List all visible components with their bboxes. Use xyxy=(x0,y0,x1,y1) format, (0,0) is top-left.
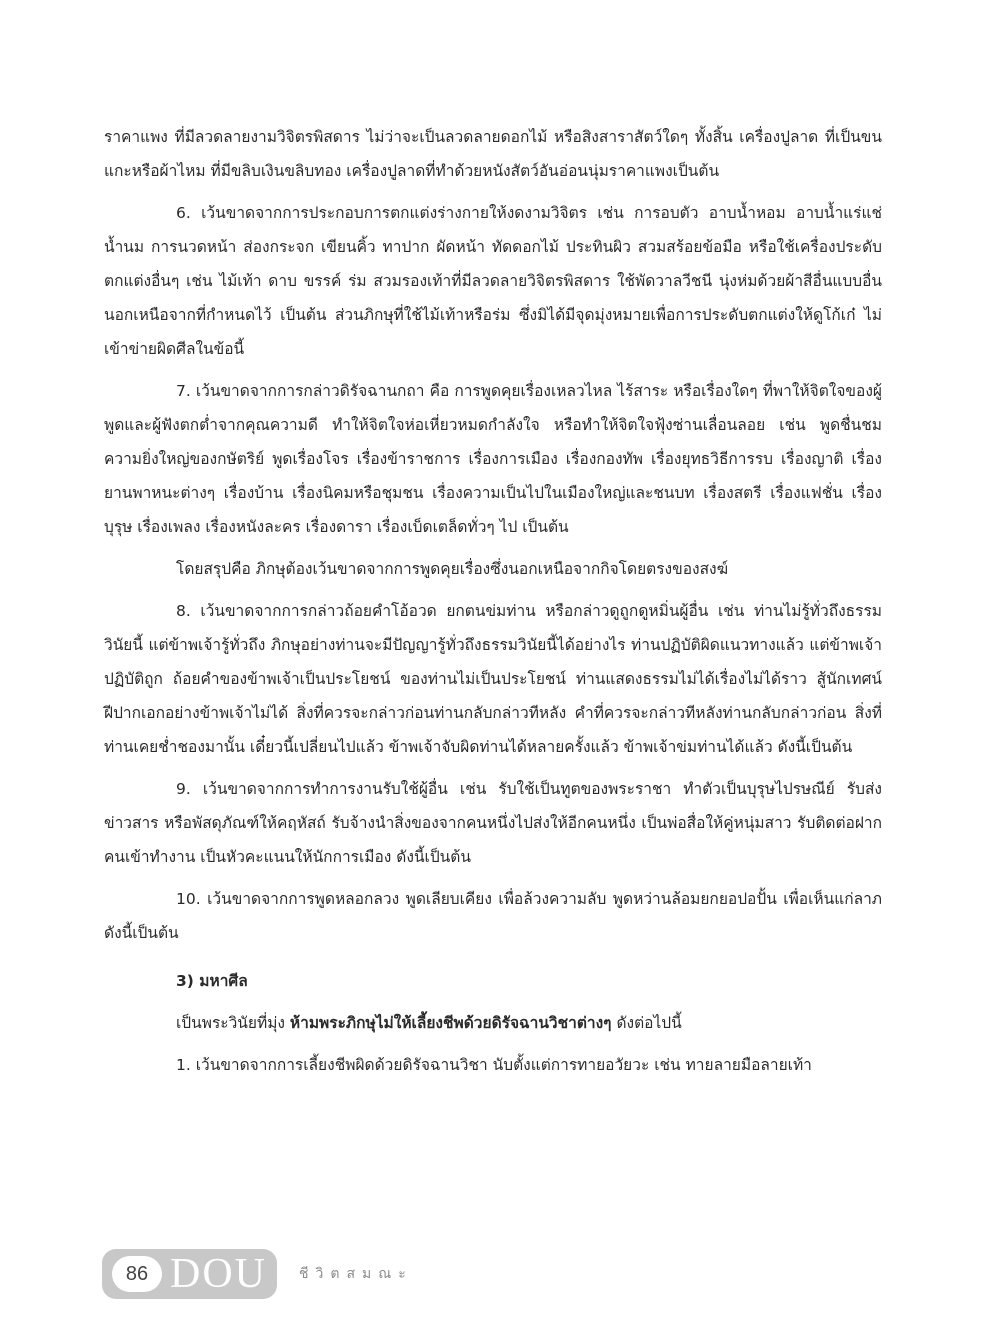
paragraph-item-10: 10. เว้นขาดจากการพูดหลอกลวง พูดเลียบเคียง เพื่อล้วงความลับ พูดหว่านล้อมยกยอปอปั้น เพื่อเห็นแก่ลาภ ดังนี้เป็นต้น xyxy=(104,890,882,942)
paragraph-summary: โดยสรุปคือ ภิกษุต้องเว้นขาดจากการพูดคุยเรื่องซึ่งนอกเหนือจากกิจโดยตรงของสงฆ์ xyxy=(176,560,729,578)
page-number: 86 xyxy=(112,1256,162,1292)
paragraph-item-8: 8. เว้นขาดจากการกล่าวถ้อยคำโอ้อวด ยกตนข่มท่าน หรือกล่าวดูถูกดูหมิ่นผู้อื่น เช่น ท่านไม่รู้ทั่วถึงธรรมวินัยนี้ แต่ข้าพเจ้ารู้ทั่วถึง ภิกษุอย่างท่านจะมีปัญญารู้ทั่วถึงธรรมวินัยนี้ได้อย่างไร ท่านปฏิบัติผิดแนวทางแล้ว แต่ข้าพเจ้าปฏิบัติถูก ถ้อยคำของข้าพเจ้าเป็นประโยชน์ ของท่านไม่เป็นประโยชน์ ท่านแสดงธรรมไม่ได้เรื่องไม่ได้ราว สู้นักเทศน์ฝีปากเอกอย่างข้าพเจ้าไม่ได้ สิ่งที่ควรจะกล่าวก่อนท่านกลับกล่าวทีหลัง คำที่ควรจะกล่าวทีหลังท่านกลับกล่าวก่อน สิ่งที่ท่านเคยช่ำชองมานั้น เดี๋ยวนี้เปลี่ยนไปแล้ว ข้าพเจ้าจับผิดท่านได้หลายครั้งแล้ว ข้าพเจ้าข่มท่านได้แล้ว ดังนี้เป็นต้น xyxy=(104,602,882,756)
paragraph-item-6: 6. เว้นขาดจากการประกอบการตกแต่งร่างกายให้งดงามวิจิตร เช่น การอบตัว อาบน้ำหอม อาบน้ำแร่แช่น้ำนม การนวดหน้า ส่องกระจก เขียนคิ้ว ทาปาก ผัดหน้า ทัดดอกไม้ ประทินผิว สวมสร้อยข้อมือ หรือใช้เครื่องประดับตกแต่งอื่นๆ เช่น ไม้เท้า ดาบ ขรรค์ ร่ม สวมรองเท้าที่มีลวดลายวิจิตรพิสดาร ใช้พัดวาลวีชนี นุ่งห่มด้วยผ้าสีอื่นแบบอื่นนอกเหนือจากที่กำหนดไว้ เป็นต้น ส่วนภิกษุที่ใช้ไม้เท้าหรือร่ม ซึ่งมิได้มีจุดมุ่งหมายเพื่อการประดับตกแต่งให้ดูโก้เก๋ ไม่เข้าข่ายผิดศีลในข้อนี้ xyxy=(104,204,882,358)
book-title: ชีวิตสมณะ xyxy=(299,1266,413,1282)
section-intro-prefix: เป็นพระวินัยที่มุ่ง xyxy=(176,1014,290,1032)
section-item-1: 1. เว้นขาดจากการเลี้ยงชีพผิดด้วยดิรัจฉานวิชา นับตั้งแต่การทายอวัยวะ เช่น ทายลายมือลายเท้า xyxy=(176,1056,812,1074)
section-intro-suffix: ดังต่อไปนี้ xyxy=(611,1014,682,1032)
paragraph-item-7: 7. เว้นขาดจากการกล่าวดิรัจฉานกถา คือ การพูดคุยเรื่องเหลวไหล ไร้สาระ หรือเรื่องใดๆ ที่พาให้จิตใจของผู้พูดและผู้ฟังตกต่ำจากคุณความดี ทำให้จิตใจห่อเหี่ยวหมดกำลังใจ หรือทำให้จิตใจฟุ้งซ่านเลื่อนลอย เช่น พูดชื่นชมความยิ่งใหญ่ของกษัตริย์ พูดเรื่องโจร เรื่องข้าราชการ เรื่องการเมือง เรื่องกองทัพ เรื่องยุทธวิธีการรบ เรื่องญาติ เรื่องยานพาหนะต่างๆ เรื่องบ้าน เรื่องนิคมหรือชุมชน เรื่องความเป็นไปในเมืองใหญ่และชนบท เรื่องสตรี เรื่องแฟชั่น เรื่องบุรุษ เรื่องเพลง เรื่องหนังละคร เรื่องดารา เรื่องเบ็ดเตล็ดทั่วๆ ไป เป็นต้น xyxy=(104,382,882,536)
footer-badge xyxy=(102,1249,277,1299)
page-footer xyxy=(102,1248,413,1300)
paragraph-continued: ราคาแพง ที่มีลวดลายงามวิจิตรพิสดาร ไม่ว่าจะเป็นลวดลายดอกไม้ หรือสิงสาราสัตว์ใดๆ ทั้งสิ้น เครื่องปูลาด ที่เป็นขนแกะหรือผ้าไหม ที่มีขลิบเงินขลิบทอง เครื่องปูลาดที่ทำด้วยหนังสัตว์อันอ่อนนุ่มราคาแพงเป็นต้น xyxy=(104,128,882,180)
section-intro xyxy=(104,1006,882,1040)
paragraph-item-9: 9. เว้นขาดจากการทำการงานรับใช้ผู้อื่น เช่น รับใช้เป็นทูตของพระราชา ทำตัวเป็นบุรุษไปรษณีย์ รับส่งข่าวสาร หรือพัสดุภัณฑ์ให้คฤหัสถ์ รับจ้างนำสิ่งของจากคนหนึ่งไปส่งให้อีกคนหนึ่ง เป็นพ่อสื่อให้คู่หนุ่มสาว รับติดต่อฝากคนเข้าทำงาน เป็นหัวคะแนนให้นักการเมือง ดังนี้เป็นต้น xyxy=(104,780,882,866)
brand-logo: DOU xyxy=(170,1251,267,1297)
section-heading: 3) มหาศีล xyxy=(176,972,248,990)
section-intro-bold: ห้ามพระภิกษุไม่ให้เลี้ยงชีพด้วยดิรัจฉานวิชาต่างๆ xyxy=(289,1014,612,1032)
page-body xyxy=(104,120,882,1090)
